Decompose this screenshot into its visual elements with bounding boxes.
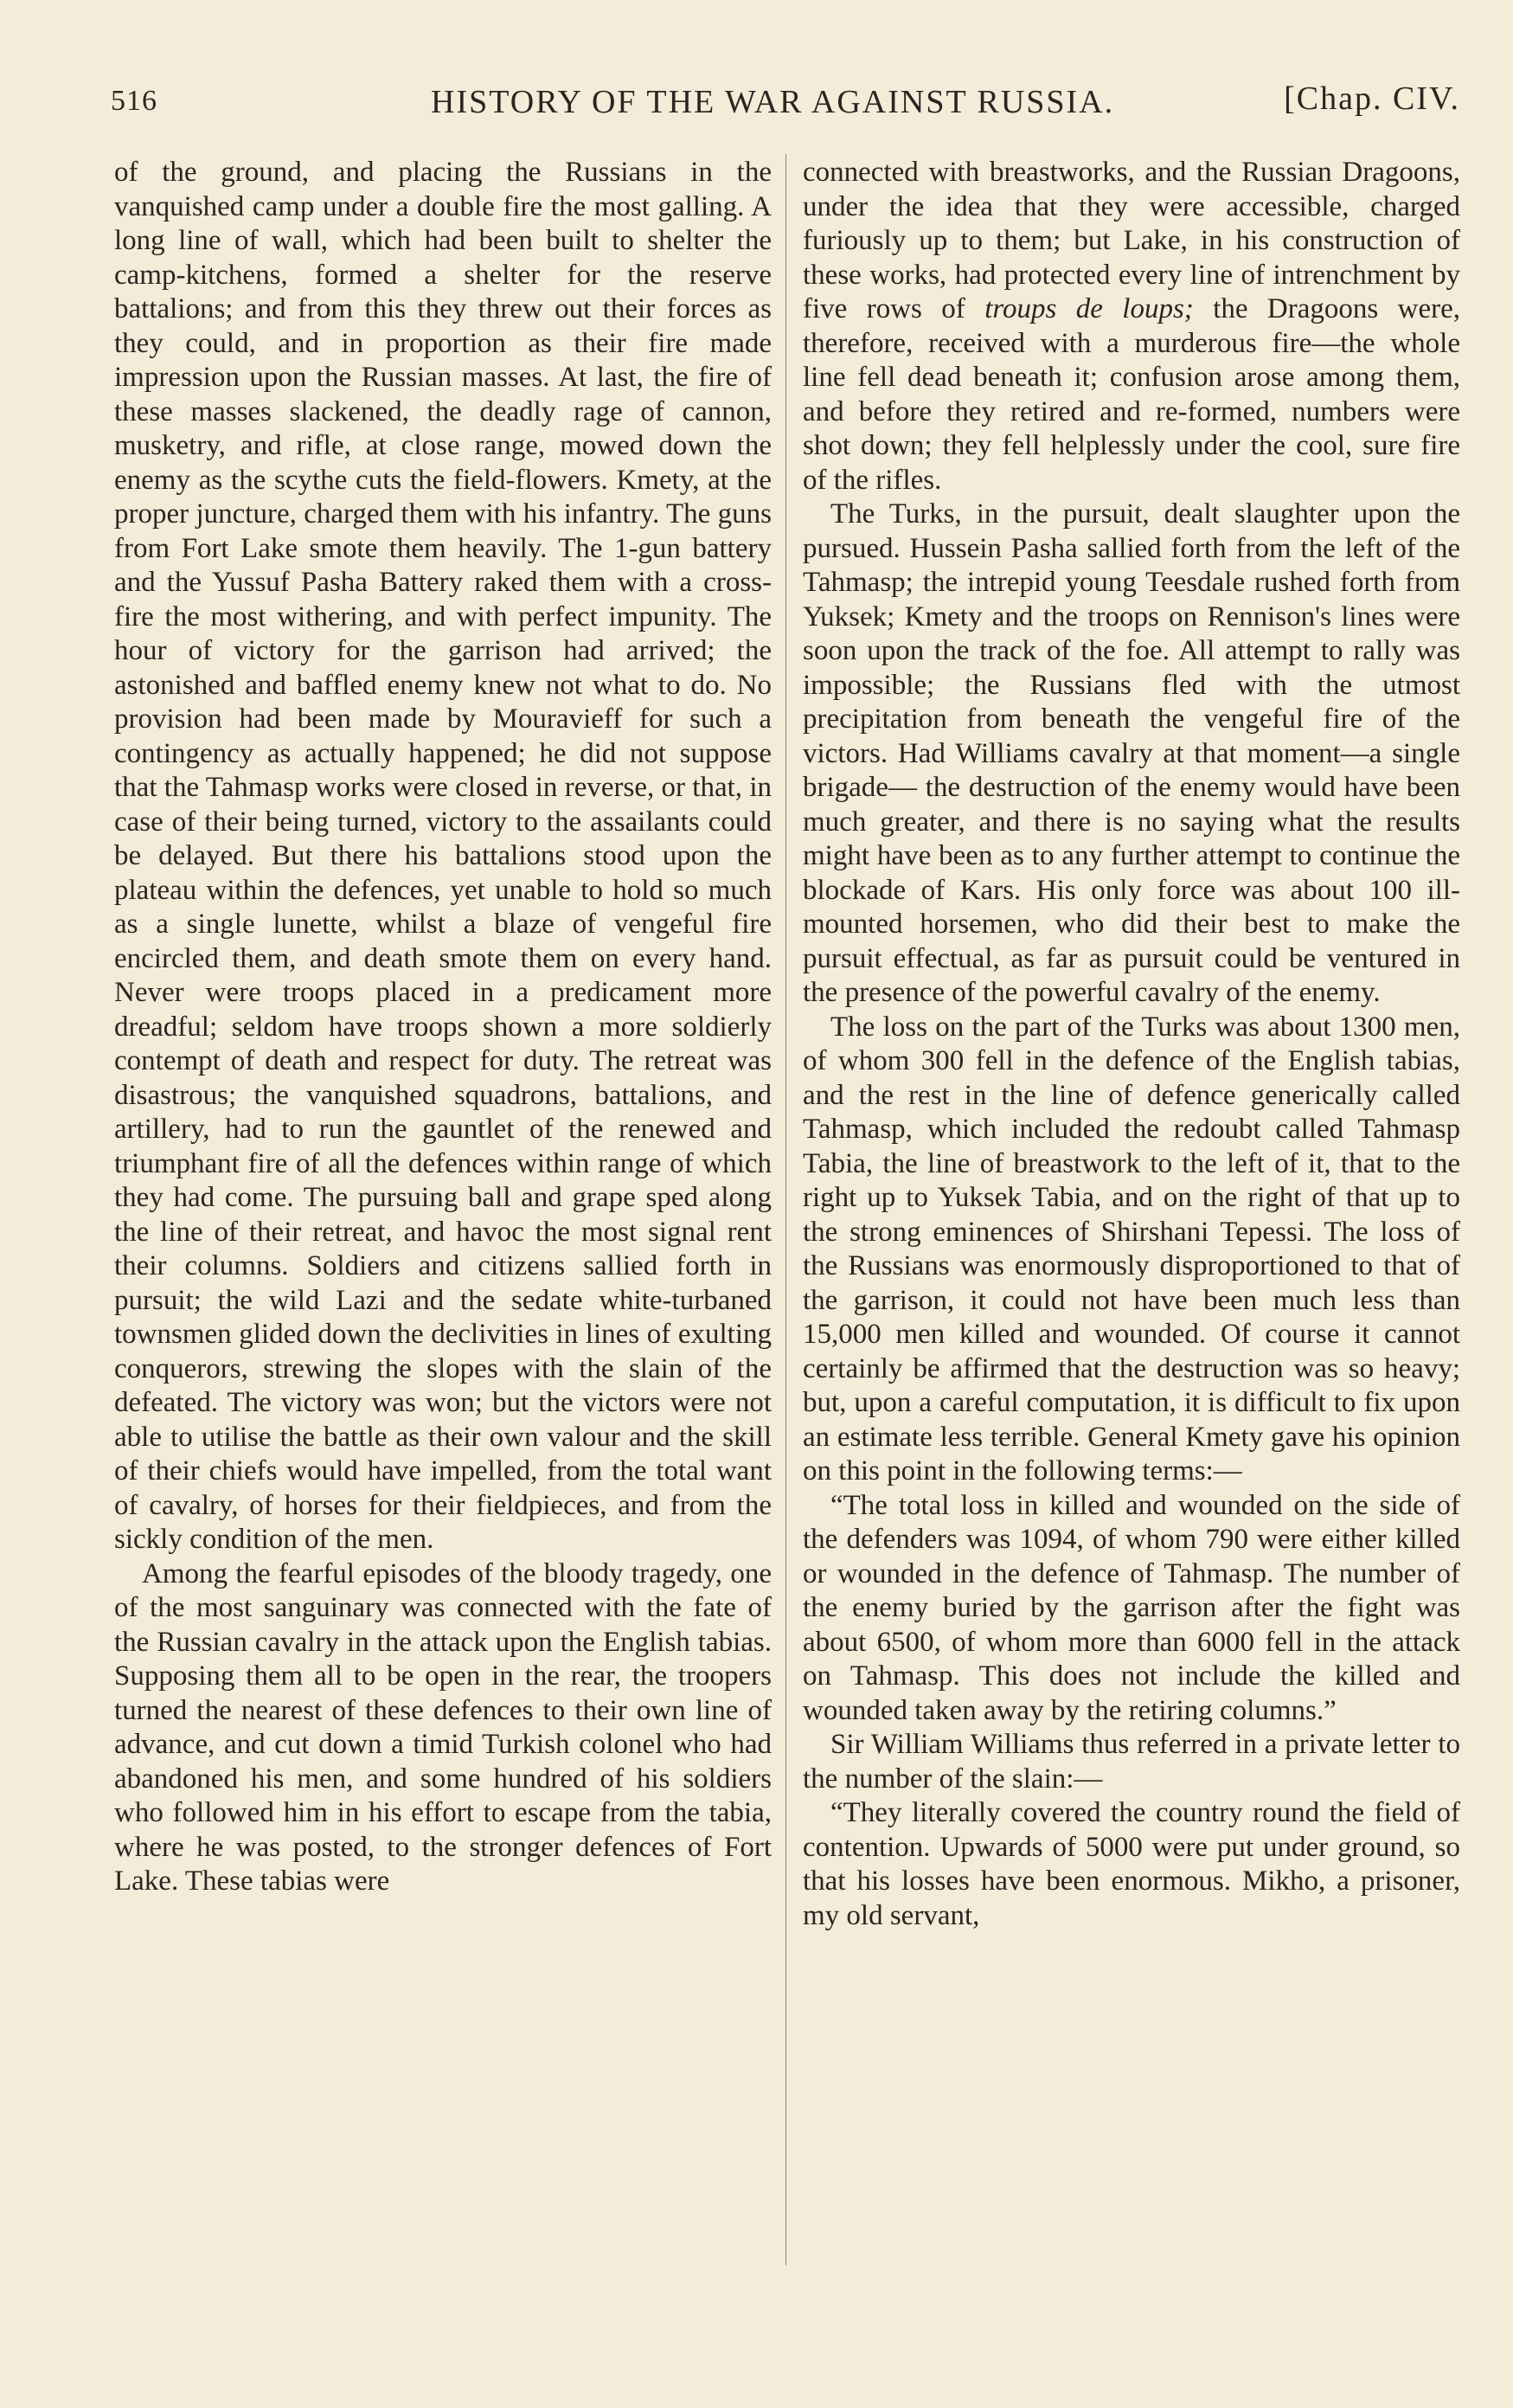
left-column [114, 156, 772, 1899]
paragraph: Sir William Williams thus referred in a private letter to the number of the slain:— [803, 1729, 1460, 1795]
paragraph: Among the fearful episodes of the bloody tragedy, one of the most sanguinary was connected with the fate of the Russian cavalry in the attack upon the English tabias. Supposing them all to be open in the rear, the troopers turned the nearest of these defences to their own line of advance, and cut down a timid Turkish colonel who had abandoned his men, and some hundred of his soldiers who followed him in his effort to escape from the tabia, where he was posted, to the stronger defences of Fort Lake. These tabias were [114, 1557, 772, 1897]
italic-phrase: troups de loups; [984, 293, 1194, 324]
right-column [803, 156, 1460, 1933]
page-header [111, 76, 1460, 128]
paragraph [803, 156, 1460, 498]
quotation: “The total loss in killed and wounded on the side of the defenders was 1094, of whom 790 were either killed or wounded in the defence of Tahmasp. The number of the enemy buried by the garrison after the fight was about 6500, of whom more than 6000 fell in the attack on Tahmasp. This does not include the killed and wounded taken away by the retiring columns.” [803, 1489, 1460, 1726]
paragraph-text: connected with breastworks, and the Russian Dragoons, under the idea that they were accessible, charged furiously up to them; but Lake, in his construction of these works, had protected every line of intrenchment by five rows of [803, 157, 1460, 324]
paragraph: of the ground, and placing the Russians in the vanquished camp under a double fire the most galling. A long line of wall, which had been built to shelter the camp-kitchens, formed a shelter for the reserve battalions; and from this they threw out their forces as they could, and in proportion as their fire made impression upon the Russian masses. At last, the fire of these masses slackened, the deadly rage of cannon, musketry, and rifle, at close range, mowed down the enemy as the scythe cuts the field-flowers. Kmety, at the proper juncture, charged them with his infantry. The guns from Fort Lake smote them heavily. The 1-gun battery and the Yussuf Pasha Battery raked them with a cross-fire the most withering, and with perfect impunity. The hour of victory for the garrison had arrived; the astonished and baffled enemy knew not what to do. No provision had been made by Mouravieff for such a contingency as actually happened; he did not suppose that the Tahmasp works were closed in reverse, or that, in case of their being turned, victory to the assailants could be delayed. But there his battalions stood upon the plateau within the defences, yet unable to hold so much as a single lunette, whilst a blaze of vengeful fire encircled them, and death smote them on every hand. Never were troops placed in a predicament more dreadful; seldom have troops shown a more soldierly contempt of death and respect for duty. The retreat was disastrous; the vanquished squadrons, battalions, and artillery, had to run the gauntlet of the renewed and triumphant fire of all the defences within range of which they had come. The pursuing ball and grape sped along the line of their retreat, and havoc the most signal rent their columns. Soldiers and citizens sallied forth in pursuit; the wild Lazi and the sedate white-turbaned townsmen glided down the declivities in lines of exulting conquerors, strewing the slopes with the slain of the defeated. The victory was won; but the victors were not able to utilise the battle as their own valour and the skill of their chiefs would have impelled, from the total want of cavalry, of horses for their fieldpieces, and from the sickly condition of the men. [114, 157, 772, 1555]
column-divider [785, 154, 786, 2265]
paragraph-text: the Dragoons were, therefore, received with a murderous fire—the whole line fell dead beneath it; confusion arose among them, and before they retired and re-formed, numbers were shot down; they fell helplessly under the cool, sure fire of the rifles. [803, 293, 1460, 496]
quotation: “They literally covered the country round the field of contention. Upwards of 5000 were put under ground, so that his losses have been enormous. Mikho, a prisoner, my old servant, [803, 1797, 1460, 1931]
paragraph: The Turks, in the pursuit, dealt slaughter upon the pursued. Hussein Pasha sallied forth from the left of the Tahmasp; the intrepid young Teesdale rushed forth from Yuksek; Kmety and the troops on Rennison's lines were soon upon the track of the foe. All attempt to rally was impossible; the Russians fled with the utmost precipitation from beneath the vengeful fire of the victors. Had Williams cavalry at that moment—a single brigade— the destruction of the enemy would have been much greater, and there is no saying what the results might have been as to any further attempt to continue the blockade of Kars. His only force was about 100 ill-mounted horsemen, who did their best to make the pursuit effectual, as far as pursuit could be ventured in the presence of the powerful cavalry of the enemy. [803, 498, 1460, 1008]
running-title: HISTORY OF THE WAR AGAINST RUSSIA. [431, 84, 1115, 120]
paragraph: The loss on the part of the Turks was about 1300 men, of whom 300 fell in the defence of the English tabias, and the rest in the line of defence generically called Tahmasp, which included the redoubt called Tahmasp Tabia, the line of breastwork to the left of it, that to the right up to Yuksek Tabia, and on the right of that up to the strong eminences of Shirshani Tepessi. The loss of the Russians was enormously disproportioned to that of the garrison, it could not have been much less than 15,000 men killed and wounded. Of course it cannot certainly be affirmed that the destruction was so heavy; but, upon a careful computation, it is difficult to fix upon an estimate less terrible. General Kmety gave his opinion on this point in the following terms:— [803, 1011, 1460, 1487]
page-number: 516 [111, 85, 157, 117]
chapter-label: [Chap. CIV. [1284, 80, 1460, 117]
